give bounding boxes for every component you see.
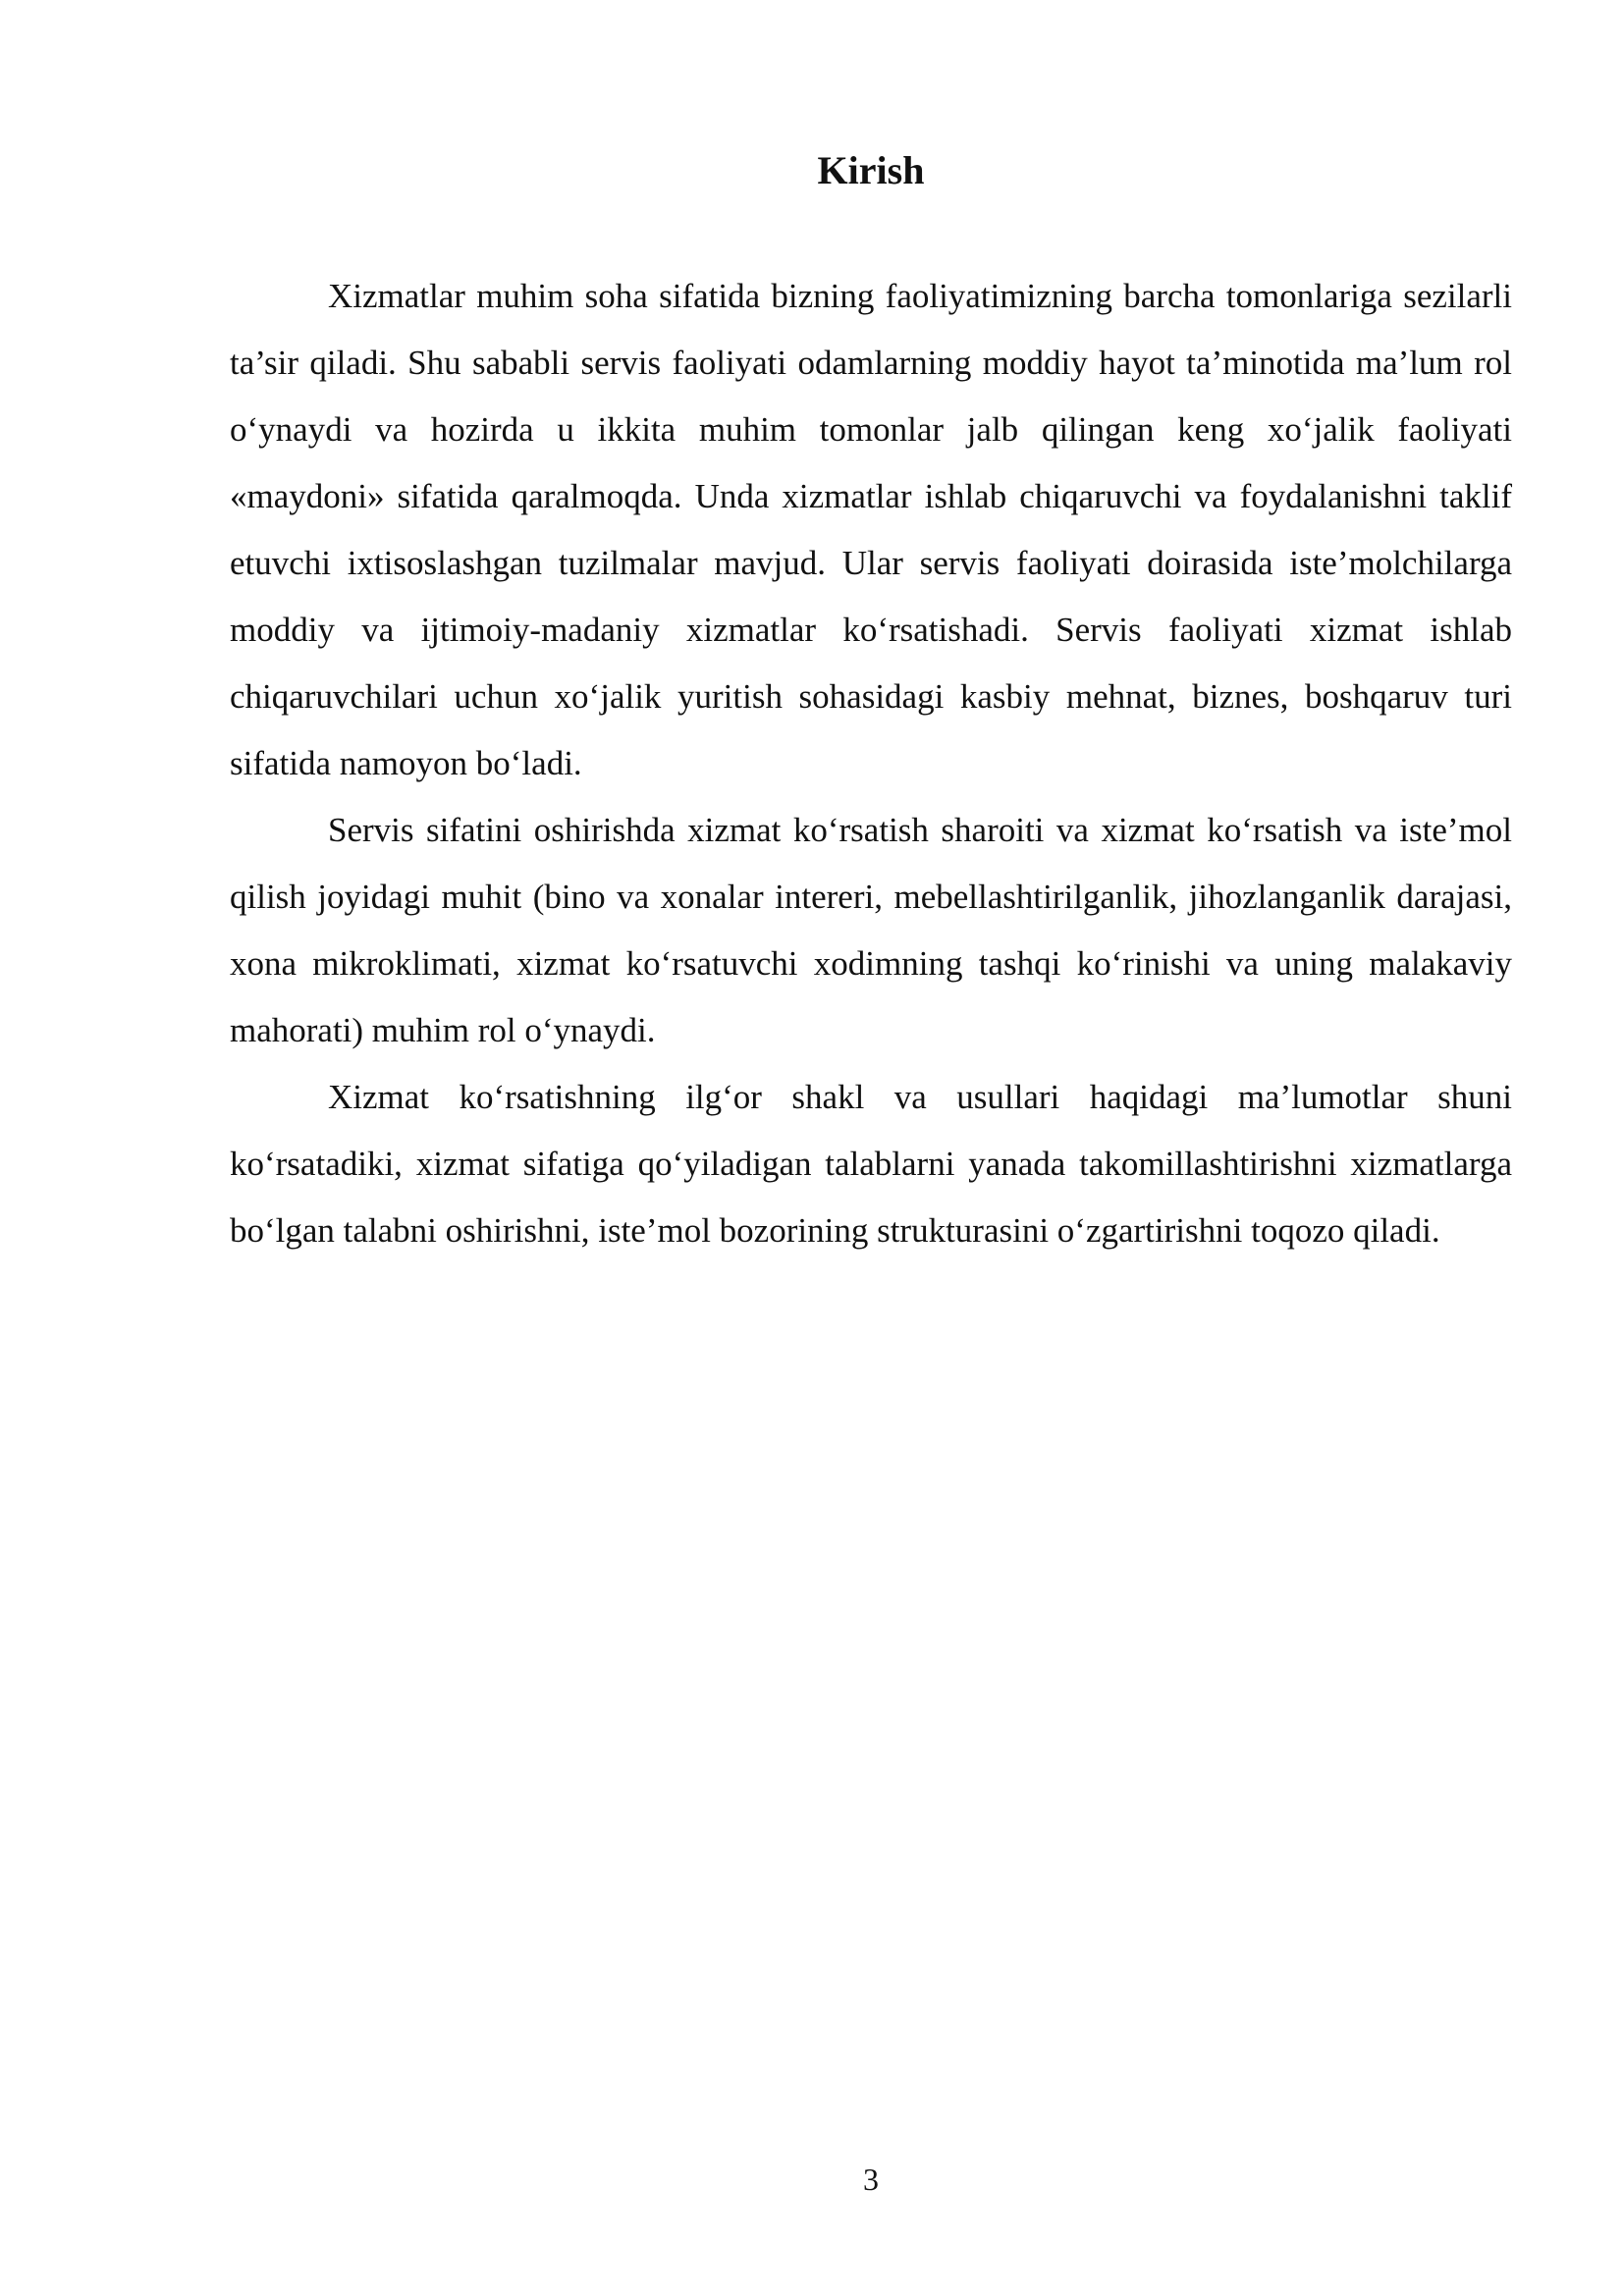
paragraph-2: Servis sifatini oshirishda xizmat ko‘rsatish sharoiti va xizmat ko‘rsatish va iste’mol qilish joyidagi muhit (bino va xonalar intereri, mebellashtirilganlik, jihozlanganlik darajasi, xona mikroklimati, xizmat ko‘rsatuvchi xodimning tashqi ko‘rinishi va uning malakaviy mahorati) muhim rol o‘ynaydi. bbox=[230, 811, 1512, 1049]
page-number: 3 bbox=[863, 2162, 879, 2197]
body-text bbox=[230, 263, 1512, 1264]
paragraph-1: Xizmatlar muhim soha sifatida bizning faoliyatimizning barcha tomonlariga sezilarli ta’sir qiladi. Shu sababli servis faoliyati odamlarning moddiy hayot ta’minotida ma’lum rol o‘ynaydi va hozirda u ikkita muhim tomonlar jalb qilingan keng xo‘jalik faoliyati «maydoni» sifatida qaralmoqda. Unda xizmatlar ishlab chiqaruvchi va foydalanishni taklif etuvchi ixtisoslashgan tuzilmalar mavjud. Ular servis faoliyati doirasida iste’molchilarga moddiy va ijtimoiy-madaniy xizmatlar ko‘rsatishadi. Servis faoliyati xizmat ishlab chiqaruvchilari uchun xo‘jalik yuritish sohasidagi kasbiy mehnat, biznes, boshqaruv turi sifatida namoyon bo‘ladi. bbox=[230, 277, 1512, 782]
page-title: Kirish bbox=[817, 148, 925, 192]
paragraph-3: Xizmat ko‘rsatishning ilg‘or shakl va usullari haqidagi ma’lumotlar shuni ko‘rsatadiki, xizmat sifatiga qo‘yiladigan talablarni yanada takomillashtirishni xizmatlarga bo‘lgan talabni oshirishni, iste’mol bozorining strukturasini o‘zgartirishni toqozo qiladi. bbox=[230, 1078, 1512, 1250]
